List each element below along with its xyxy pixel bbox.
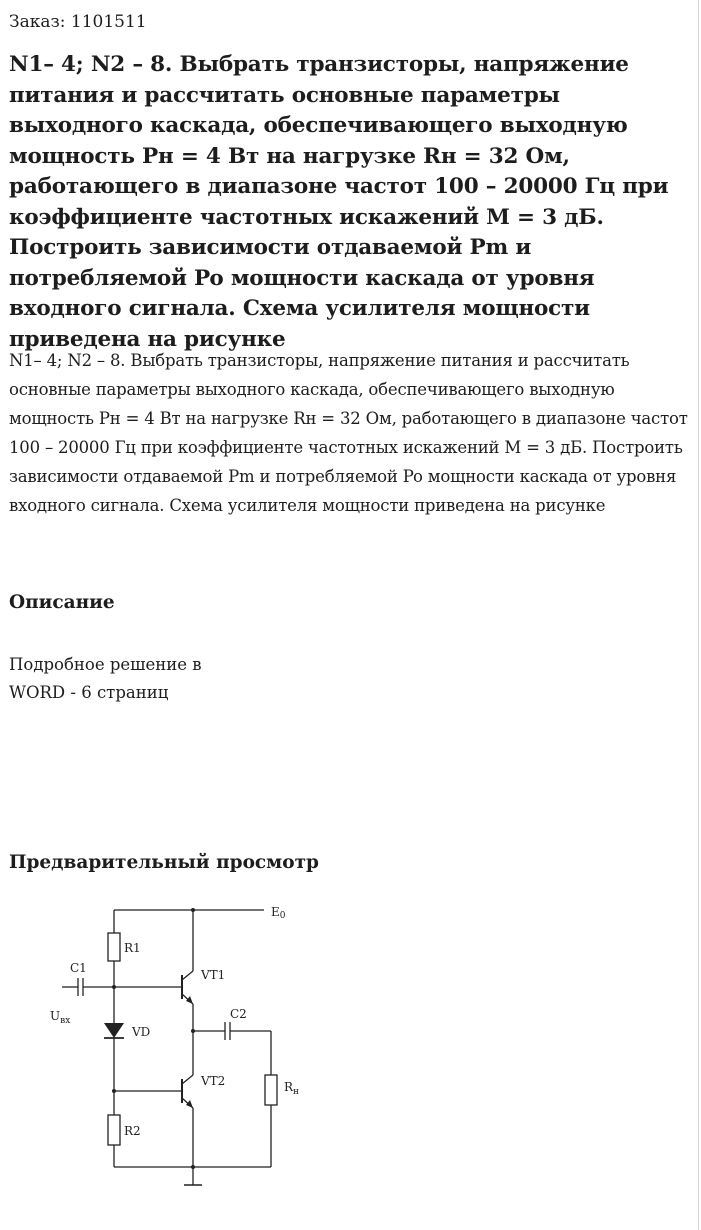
task-description: N1– 4; N2 – 8. Выбрать транзисторы, напряжение питания и рассчитать основные параметры выходного каскада, обеспечивающего выходную мощность Pн = 4 Вт на нагрузке Rн = 32 Ом, работающего в диапазоне частот 100 – 20000 Гц при коэффициенте частотных искажений M = 3 дБ. Построить зависимости отдаваемой Pm и потребляемой Po мощности каскада от уровня входного сигнала. Схема усилителя мощности приведена на рисунке bbox=[9, 351, 688, 515]
order-number: Заказ: 1101511 bbox=[9, 12, 147, 32]
vt2-label: VT2 bbox=[201, 1074, 226, 1088]
rn-resistor bbox=[265, 1075, 277, 1105]
c2-label: C2 bbox=[230, 1007, 247, 1021]
description-line-2: WORD - 6 страниц bbox=[9, 683, 169, 702]
vt2-arrow bbox=[186, 1100, 193, 1108]
r1-label: R1 bbox=[124, 941, 141, 955]
e0-label: E0 bbox=[271, 905, 286, 921]
vt1-arrow bbox=[186, 996, 193, 1004]
vd-diode bbox=[104, 1023, 124, 1038]
c1-label: C1 bbox=[70, 961, 87, 975]
amplifier-schematic bbox=[40, 895, 320, 1195]
rn-label: $R_н$ bbox=[284, 1080, 300, 1097]
description-line-1: Подробное решение в bbox=[9, 655, 202, 674]
r2-resistor bbox=[108, 1115, 120, 1145]
preview-title: Предварительный просмотр bbox=[9, 852, 319, 873]
vt1-label: VT1 bbox=[201, 968, 226, 982]
uin-label: $U_{вх}$ bbox=[50, 1009, 71, 1026]
description-title: Описание bbox=[9, 592, 115, 613]
description-text bbox=[9, 651, 309, 707]
r2-label: R2 bbox=[124, 1124, 141, 1138]
page-border bbox=[698, 0, 699, 1230]
vd-label: VD bbox=[132, 1025, 151, 1039]
task-heading: N1– 4; N2 – 8. Выбрать транзисторы, напряжение питания и рассчитать основные параметры выходного каскада, обеспечивающего выходную мощность Pн = 4 Вт на нагрузке Rн = 32 Ом, работающего в диапазоне частот 100 – 20000 Гц при коэффициенте частотных искажений M = 3 дБ. Построить зависимости отдаваемой Pm и потребляемой Po мощности каскада от уровня входного сигнала. Схема усилителя мощности приведена на рисунке bbox=[9, 52, 669, 352]
r1-resistor bbox=[108, 933, 120, 961]
